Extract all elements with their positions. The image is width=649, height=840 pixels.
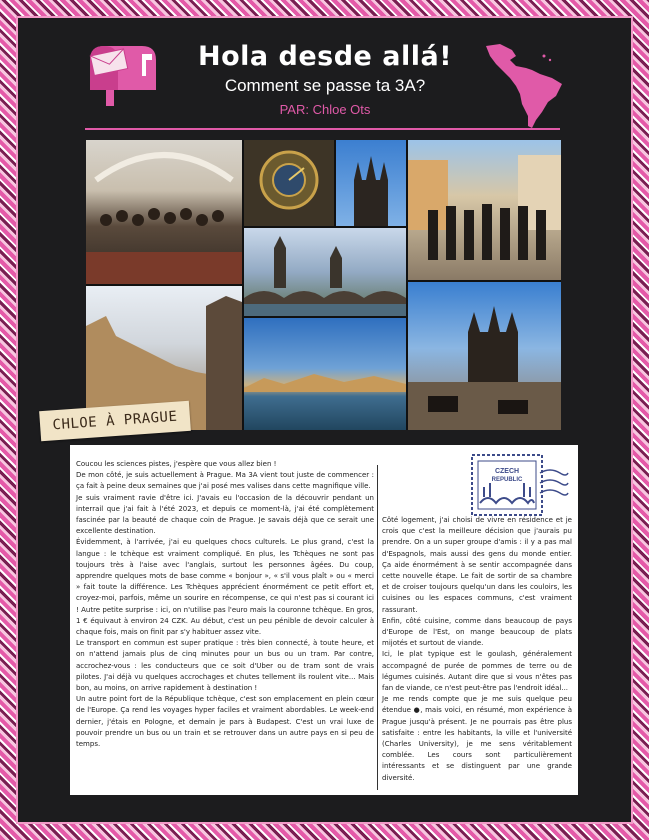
- paragraph: Côté logement, j'ai choisi de vivre en résidence et je crois que c'est la meilleure décision que j'aurais pu prendre. On a un super groupe d'amis : il y a pas mal d'Espagnols, mais aussi des gens du monde entier. Ça aide énormément à se sentir accompagnée dans cette nouvelle étape. Le fait de sortir de sa chambre et de croiser toujours quelqu'un dans les couloirs, les cuisines ou les espaces communs, c'est vraiment rassurant.: [382, 516, 572, 614]
- paragraph: Un autre point fort de la République tchèque, c'est son emplacement en plein cœur de l'Europe. Ça rend les voyages hyper faciles et vraiment abordables. Le week-end dernier, j'étais en Pologne, et demain je pars à Budapest. C'est un vrai luxe de pouvoir prendre un bus ou un train et se retrouver dans un autre pays en si peu de temps.: [76, 695, 374, 749]
- photo-charles-bridge: [244, 228, 406, 316]
- stamp-line-1: CZECH: [494, 468, 520, 475]
- photo-group-hall: [86, 140, 242, 284]
- photo-group-street: [408, 140, 561, 280]
- header-divider: [85, 128, 560, 130]
- photo-caption-text: CHLOE À PRAGUE: [52, 408, 178, 434]
- column-divider: [377, 465, 378, 790]
- stamp-line-2: REPUBLIC: [491, 477, 523, 483]
- photo-collage: [86, 140, 561, 430]
- author-byline: PAR: Chloe Ots: [279, 102, 371, 117]
- czech-republic-stamp: [470, 453, 570, 517]
- photo-astronomical-clock: [244, 140, 334, 226]
- paragraph: Le transport en commun est super pratique : très bien connecté, à toute heure, et on n'attend jamais plus de cinq minutes pour un bus ou un tram. Par contre, accrochez-vous : les conducteurs que ce soit d'Uber ou de tram sont de vrais pilotes. J'ai déjà vu quelques accrochages et chutes tellement ils roulent vite... Mais bon, au moins, on arrive rapidement à destination !: [76, 639, 374, 693]
- paragraph: De mon côté, je suis actuellement à Prague. Ma 3A vient tout juste de commencer : ça fait à peine deux semaines que j'ai posé mes valises dans cette magnifique ville.: [76, 471, 374, 491]
- photo-vltava-river: [244, 318, 406, 430]
- newsletter-title: Hola desde allá!: [197, 41, 453, 72]
- paragraph: Coucou les sciences pistes, j'espère que vous allez bien !: [76, 460, 277, 468]
- paragraph: Enfin, côté cuisine, comme dans beaucoup de pays d'Europe de l'Est, on mange beaucoup de plats mijotés et surtout de viande.: [382, 616, 572, 648]
- article-right-column: [382, 515, 572, 784]
- photo-old-town-square: [408, 282, 561, 430]
- paragraph: Ici, le plat typique est le goulash, généralement accompagné de purée de pommes de terre ou de légumes cuisinés. Autant dire que si vous n'êtes pas fan de viande, ce n'est peut-être pas l'endroit idéal...: [382, 650, 572, 693]
- article-body: [70, 445, 578, 795]
- photo-tyn-church: [336, 140, 406, 226]
- paragraph: Évidemment, à l'arrivée, j'ai eu quelques chocs culturels. Le plus grand, c'est la langue : le tchèque est vraiment compliqué. En plus, les Tchèques ne sont pas toujours très à l'aise avec l'anglais, surtout les personnes âgées. Du coup, apprendre quelques mots de base comme « bonjour », « s'il vous plaît » ou « merci » fait toute la différence. Les Tchèques apprécient énormément ce petit effort et, croyez-moi, parfois, même un sourire en récompense, ce qui n'est pas si courant ici ! Autre petite surprise : ici, on n'utilise pas l'euro mais la couronne tchèque. En gros, 1 € équivaut à environ 24 CZK. Au début, c'est un peu pénible de devoir calculer à chaque fois, mais on finit par s'y habituer assez vite.: [76, 538, 374, 637]
- article-left-column: [76, 459, 374, 750]
- newsletter-subtitle: Comment se passe ta 3A?: [224, 76, 426, 95]
- header: [70, 35, 580, 117]
- paragraph: Je suis vraiment ravie d'être ici. J'avais eu l'occasion de la découvrir pendant un interrail que j'ai fait à l'été 2023, et depuis ce moment-là, j'ai été complètement fascinée par la beauté de chaque coin de Prague. Je savais déjà que ce serait une excellente destination.: [76, 493, 374, 536]
- paragraph: Je me rends compte que je me suis quelque peu étendue ●, mais voici, en résumé, mon expérience à Prague jusqu'à présent. Je ne pourrais pas être plus satisfaite : entre les habitants, la ville et l'université (Charles University), je me sens véritablement comblée. Les cours sont particulièrement intéressants et se distinguent par une grande diversité.: [382, 695, 572, 782]
